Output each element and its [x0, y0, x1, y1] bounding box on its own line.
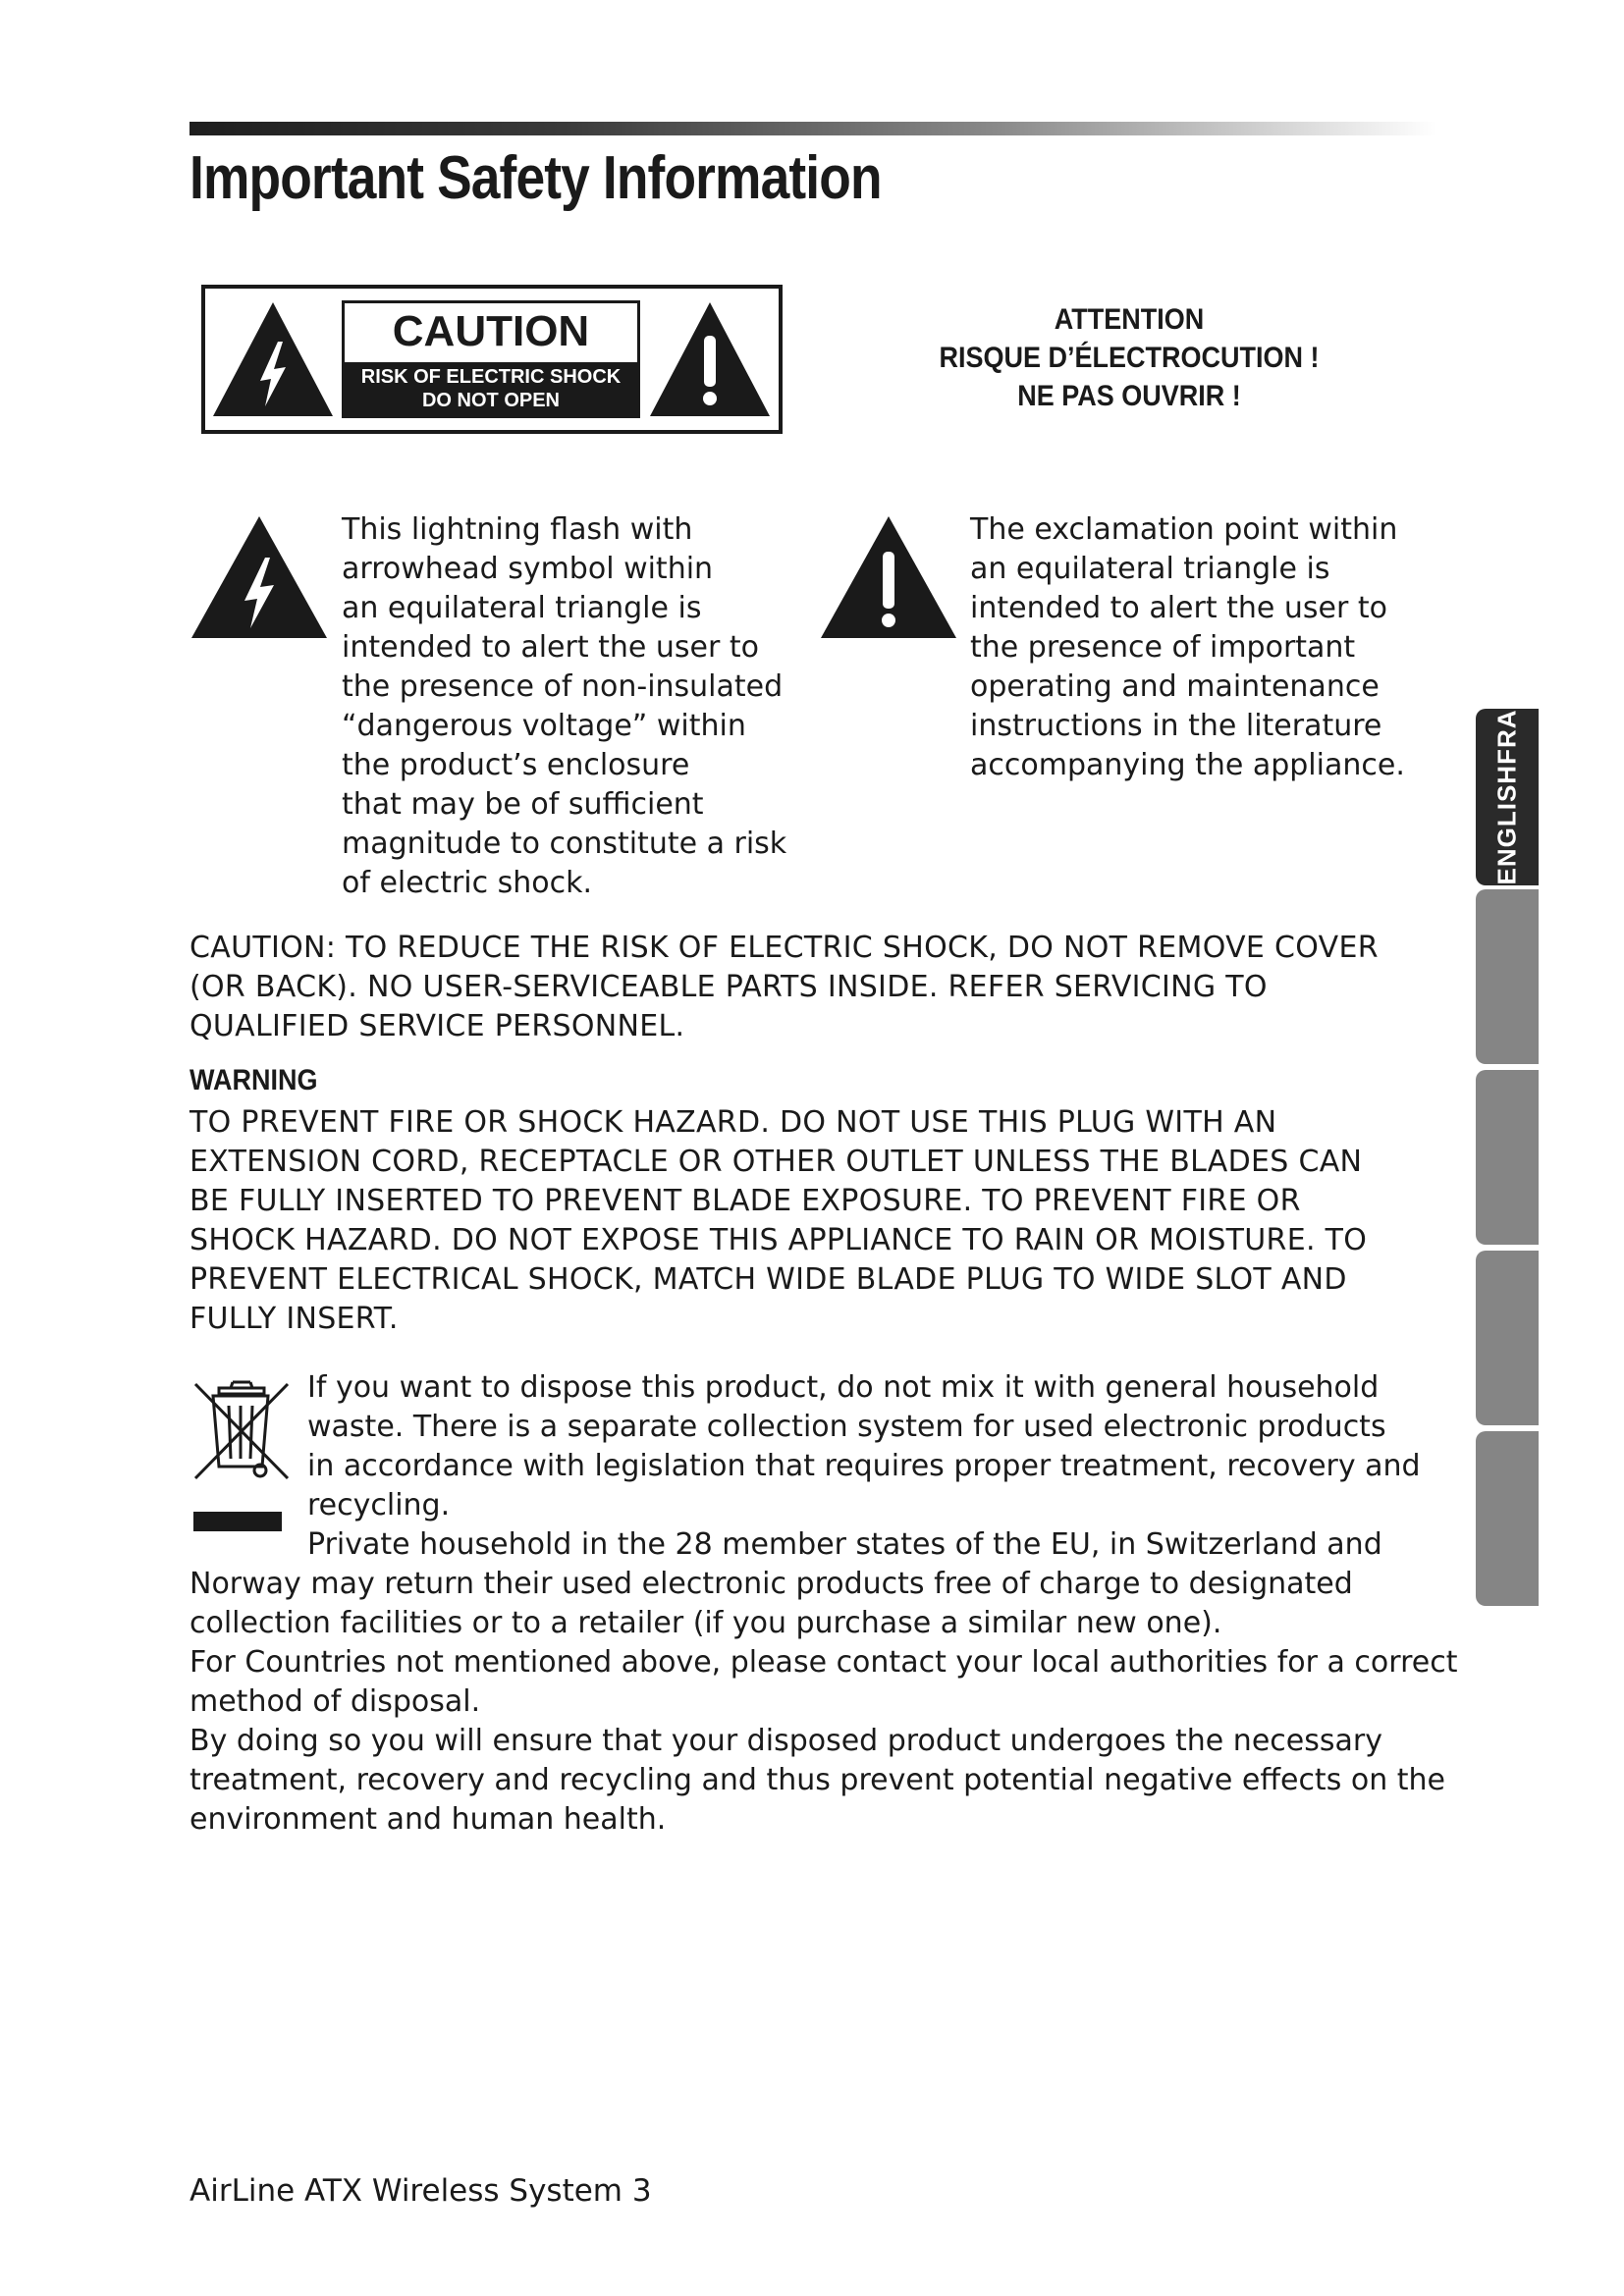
language-tab-text: ENGLISHFRA [1491, 709, 1522, 885]
text-line: intended to alert the user to [342, 630, 759, 665]
language-tab[interactable] [1476, 1431, 1539, 1606]
text-line: (OR BACK). NO USER-SERVICEABLE PARTS INSIDE. REFER SERVICING TO [189, 970, 1268, 1004]
caution-heading: CAUTION [392, 307, 590, 355]
attention-line: ATTENTION [1054, 303, 1205, 336]
text-line: waste. There is a separate collection system for used electronic products [307, 1410, 1386, 1444]
text-line: BE FULLY INSERTED TO PREVENT BLADE EXPOSURE. TO PREVENT FIRE OR [189, 1184, 1301, 1218]
text-line: PREVENT ELECTRICAL SHOCK, MATCH WIDE BLADE PLUG TO WIDE SLOT AND [189, 1262, 1347, 1297]
text-line: intended to alert the user to [970, 591, 1387, 625]
text-line: the presence of non-insulated [342, 669, 784, 704]
text-line: instructions in the literature [970, 709, 1382, 743]
text-line: If you want to dispose this product, do not mix it with general household [307, 1370, 1380, 1405]
text-line: arrowhead symbol within [342, 552, 714, 586]
text-line: For Countries not mentioned above, please contact your local authorities for a correct [189, 1645, 1458, 1680]
caution-subtext [345, 362, 637, 415]
page-footer: AirLine ATX Wireless System 3 [189, 2173, 652, 2209]
text-line: in accordance with legislation that requires proper treatment, recovery and [307, 1449, 1421, 1483]
caution-paragraph [189, 929, 1379, 1046]
text-line: the product’s enclosure [342, 748, 690, 782]
text-line: FULLY INSERT. [189, 1302, 399, 1336]
language-tab[interactable] [1476, 889, 1539, 1064]
attention-block [908, 300, 1350, 415]
text-line: the presence of important [970, 630, 1356, 665]
text-line: accompanying the appliance. [970, 748, 1405, 782]
text-line: QUALIFIED SERVICE PERSONNEL. [189, 1009, 685, 1043]
text-line: “dangerous voltage” within [342, 709, 746, 743]
crossed-bin-icon [189, 1376, 294, 1537]
header-rule [189, 122, 1436, 135]
lightning-description [342, 510, 786, 903]
attention-line: RISQUE D’ÉLECTROCUTION ! [939, 342, 1320, 374]
text-line: of electric shock. [342, 866, 593, 900]
text-line: method of disposal. [189, 1684, 481, 1719]
attention-line: NE PAS OUVRIR ! [1017, 380, 1241, 412]
text-line: By doing so you will ensure that your disposed product undergoes the necessary [189, 1724, 1382, 1758]
text-line: operating and maintenance [970, 669, 1380, 704]
text-line: Norway may return their used electronic products free of charge to designated [189, 1567, 1353, 1601]
text-line: environment and human health. [189, 1802, 667, 1837]
text-line: SHOCK HAZARD. DO NOT EXPOSE THIS APPLIANCE TO RAIN OR MOISTURE. TO [189, 1223, 1368, 1257]
caution-subtext-line: RISK OF ELECTRIC SHOCK [360, 366, 622, 388]
text-line: EXTENSION CORD, RECEPTACLE OR OTHER OUTLET UNLESS THE BLADES CAN [189, 1145, 1363, 1179]
text-line: TO PREVENT FIRE OR SHOCK HAZARD. DO NOT USE THIS PLUG WITH AN [189, 1105, 1277, 1140]
text-line: collection facilities or to a retailer (if you purchase a similar new one). [189, 1606, 1222, 1640]
disposal-intro [307, 1368, 1421, 1565]
text-line: The exclamation point within [970, 512, 1398, 547]
exclamation-triangle-icon [648, 300, 772, 418]
language-tab[interactable] [1476, 1251, 1539, 1425]
text-line: CAUTION: TO REDUCE THE RISK OF ELECTRIC SHOCK, DO NOT REMOVE COVER [189, 931, 1379, 965]
text-line: an equilateral triangle is [970, 552, 1330, 586]
text-line: magnitude to constitute a risk [342, 827, 787, 861]
exclamation-triangle-icon [819, 514, 958, 640]
exclamation-description [970, 510, 1405, 785]
warning-paragraph [189, 1103, 1367, 1339]
page-title: Important Safety Information [189, 144, 882, 212]
lightning-triangle-icon [211, 300, 335, 418]
language-tab-label [1476, 709, 1539, 885]
warning-heading: WARNING [189, 1064, 318, 1096]
text-line: recycling. [307, 1488, 451, 1522]
lightning-triangle-icon [189, 514, 329, 640]
text-line: This lightning flash with [342, 512, 693, 547]
text-line: that may be of sufficient [342, 787, 704, 822]
text-line: an equilateral triangle is [342, 591, 702, 625]
language-tab[interactable] [1476, 1070, 1539, 1245]
caution-panel [342, 300, 640, 418]
caution-subtext-line: DO NOT OPEN [421, 390, 560, 411]
text-line: Private household in the 28 member states of the EU, in Switzerland and [307, 1527, 1382, 1562]
text-line: treatment, recovery and recycling and thus prevent potential negative effects on the [189, 1763, 1445, 1797]
disposal-paragraph [189, 1565, 1457, 1840]
